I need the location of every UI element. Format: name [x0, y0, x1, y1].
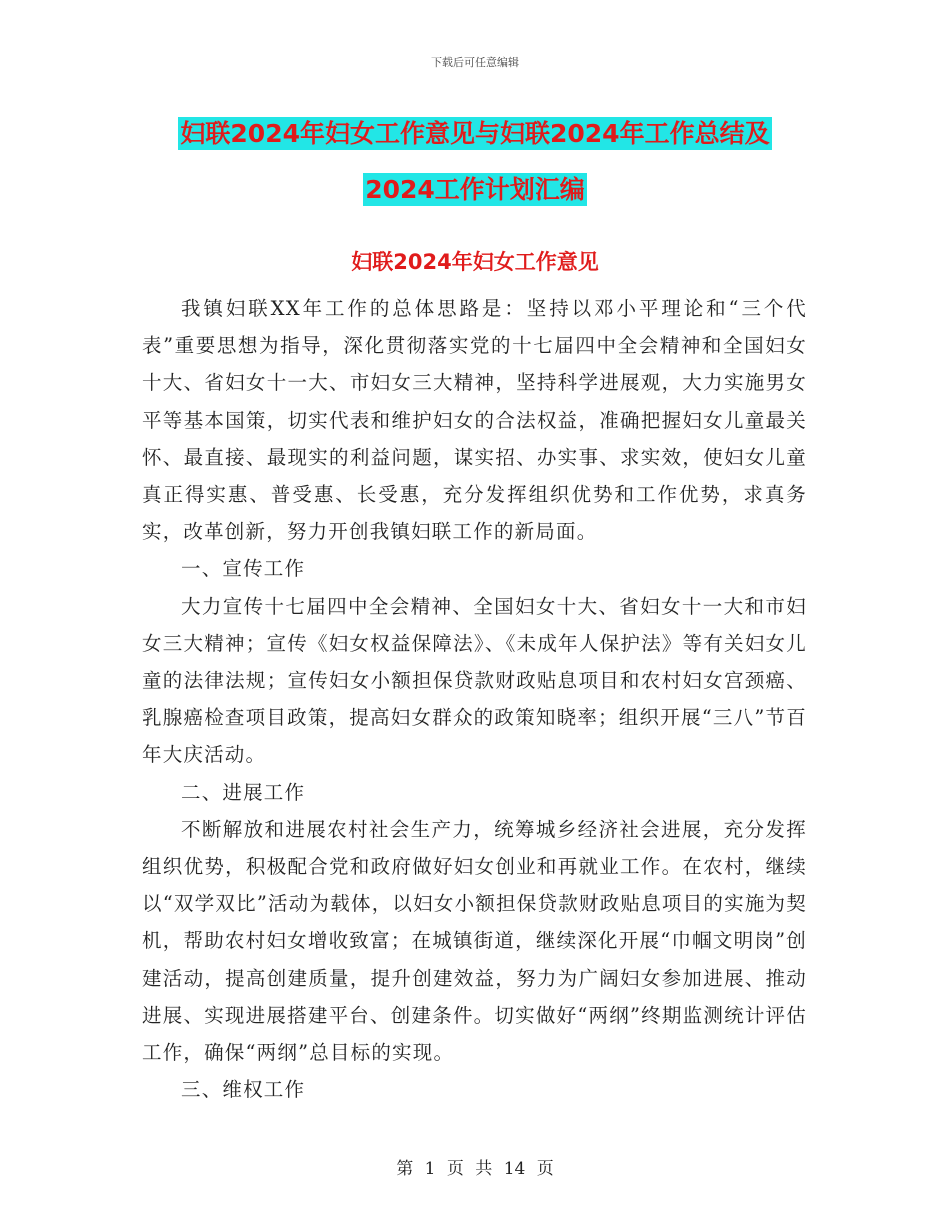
heading-rights: 三、维权工作 — [181, 1078, 306, 1102]
page-footer: 第 1 页 共 14 页 — [396, 1159, 554, 1179]
section-title: 妇联2024年妇女工作意见 — [351, 250, 599, 274]
document-title-line1: 妇联2024年妇女工作意见与妇联2024年工作总结及 — [180, 119, 770, 148]
document-title — [120, 106, 830, 218]
paragraph-publicity: 大力宣传十七届四中全会精神、全国妇女十大、省妇女十一大和市妇女三大精神；宣传《妇女权益保障法》、《未成年人保护法》等有关妇女儿童的法律法规；宣传妇女小额担保贷款财政贴息项目和农村妇女宫颈癌、乳腺癌检查项目政策，提高妇女群众的政策知晓率；组织开展“三八”节百年大庆活动。 — [142, 594, 807, 767]
body-text — [142, 290, 807, 1108]
paragraph-development: 不断解放和进展农村社会生产力，统筹城乡经济社会进展，充分发挥组织优势，积极配合党和政府做好妇女创业和再就业工作。在农村，继续以“双学双比”活动为载体，以妇女小额担保贷款财政贴息项目的实施为契机，帮助农村妇女增收致富；在城镇街道，继续深化开展“巾帼文明岗”创建活动，提高创建质量，提升创建效益，努力为广阔妇女参加进展、推动进展、实现进展搭建平台、创建条件。切实做好“两纲”终期监测统计评估工作，确保“两纲”总目标的实现。 — [142, 817, 807, 1065]
header-note: 下载后可任意编辑 — [431, 56, 519, 69]
document-title-line2: 2024工作计划汇编 — [365, 175, 585, 204]
heading-development: 二、进展工作 — [181, 780, 306, 804]
paragraph-intro: 我镇妇联XX年工作的总体思路是：坚持以邓小平理论和“三个代表”重要思想为指导，深化贯彻落实党的十七届四中全会精神和全国妇女十大、省妇女十一大、市妇女三大精神，坚持科学进展观，大力实施男女平等基本国策，切实代表和维护妇女的合法权益，准确把握妇女儿童最关怀、最直接、最现实的利益问题，谋实招、办实事、求实效，使妇女儿童真正得实惠、普受惠、长受惠，充分发挥组织优势和工作优势，求真务实，改革创新，努力开创我镇妇联工作的新局面。 — [142, 297, 807, 544]
heading-publicity: 一、宣传工作 — [181, 557, 306, 581]
